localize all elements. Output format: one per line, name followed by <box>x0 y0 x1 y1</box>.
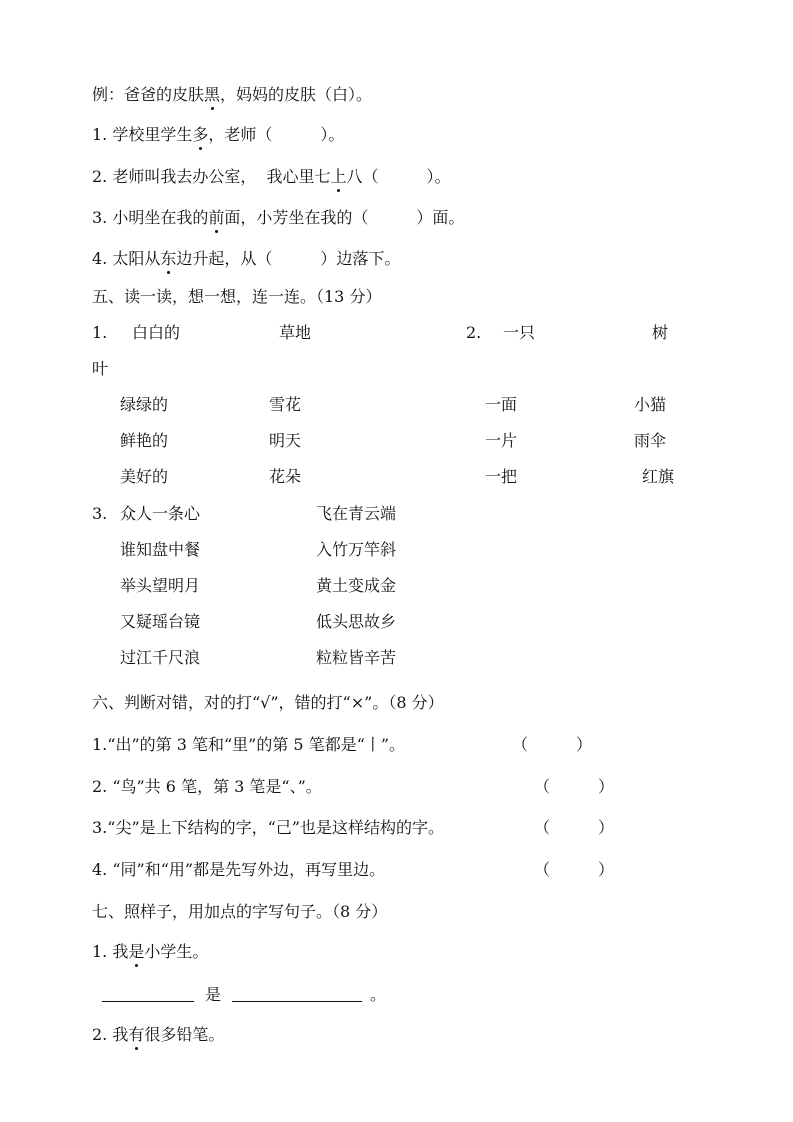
item-text-pre: 2. 老师叫我去办公室， 我心里七 <box>92 167 331 186</box>
q3-right-phrase: 黄土变成金 <box>316 576 397 595</box>
q2-number: 2. <box>466 323 482 342</box>
q2-left-word: 一片 <box>485 431 518 450</box>
item-dotted-char: 有 <box>128 1025 145 1044</box>
q3-left-phrase: 又疑瑶台镜 <box>120 612 201 631</box>
q2-left-word: 一只 <box>503 323 536 342</box>
q1-left-word: 绿绿的 <box>120 395 169 414</box>
section4-item-3 <box>92 207 464 229</box>
section6-item-text: 4. “同”和“用”都是先写外边，再写里边。 <box>92 860 386 879</box>
q3-right-phrase: 飞在青云端 <box>316 504 397 523</box>
fill-end-punct: 。 <box>370 985 387 1004</box>
q1-right-word: 明天 <box>269 431 302 450</box>
q2-right-word: 小猫 <box>634 395 667 414</box>
section5-title: 五、读一读，想一想，连一连。（13 分） <box>92 287 382 306</box>
item-text-post: 小学生。 <box>144 942 209 961</box>
section7-item-2 <box>92 1024 224 1046</box>
q2-left-word: 一面 <box>485 395 518 414</box>
section4-item-2 <box>92 166 451 188</box>
answer-parentheses[interactable]: （ ） <box>534 818 615 837</box>
item-text-post: 面，小芳坐在我的（ ）面。 <box>224 208 465 227</box>
fill-middle-word: 是 <box>205 985 222 1004</box>
item-text-pre: 3. 小明坐在我的 <box>92 208 209 227</box>
section6-item-text: 1.“出”的第 3 笔和“里”的第 5 笔都是“丨”。 <box>92 735 406 754</box>
q3-left-phrase: 举头望明月 <box>120 576 201 595</box>
item-text-post: ，老师（ ）。 <box>208 125 345 144</box>
q3-right-phrase: 粒粒皆辛苦 <box>316 648 397 667</box>
section6-item-text: 2. “鸟”共 6 笔，第 3 笔是“、”。 <box>92 777 322 796</box>
q2-right-word-part-b: 叶 <box>92 359 109 378</box>
section4-item-4 <box>92 248 400 270</box>
q3-right-phrase: 入竹万竿斜 <box>316 540 397 559</box>
q1-number: 1. <box>92 323 108 342</box>
item-text-post: 八（ ）。 <box>346 167 451 186</box>
answer-parentheses[interactable]: （ ） <box>534 777 615 796</box>
item-dotted-char: 前 <box>208 208 225 227</box>
q1-left-word: 白白的 <box>132 323 181 342</box>
q1-right-word: 雪花 <box>269 395 302 414</box>
item-dotted-char: 是 <box>128 942 145 961</box>
answer-blank-line[interactable] <box>102 1001 194 1002</box>
section6-item-text: 3.“尖”是上下结构的字，“己”也是这样结构的字。 <box>92 818 444 837</box>
q1-right-word: 草地 <box>279 323 312 342</box>
item-text-post: 很多铅笔。 <box>144 1025 225 1044</box>
q3-left-phrase: 众人一条心 <box>120 504 201 523</box>
q3-left-phrase: 过江千尺浪 <box>120 648 201 667</box>
q1-right-word: 花朵 <box>269 467 302 486</box>
q2-right-word: 红旗 <box>642 467 675 486</box>
example-line <box>92 84 372 106</box>
item-text-pre: 1. 我 <box>92 942 129 961</box>
q3-left-phrase: 谁知盘中餐 <box>120 540 201 559</box>
section7-item-1 <box>92 941 208 963</box>
example-text-post: ，妈妈的皮肤（白）。 <box>220 85 373 104</box>
example-dotted-char: 黑 <box>204 85 221 104</box>
q1-left-word: 美好的 <box>120 467 169 486</box>
section7-title: 七、照样子，用加点的字写句子。（8 分） <box>92 902 388 921</box>
item-text-post: 边升起，从（ ）边落下。 <box>176 249 401 268</box>
item-dotted-char: 多 <box>192 125 209 144</box>
item-text-pre: 4. 太阳从 <box>92 249 161 268</box>
answer-parentheses[interactable]: （ ） <box>512 735 593 754</box>
section4-item-1 <box>92 124 344 146</box>
q1-left-word: 鲜艳的 <box>120 431 169 450</box>
q3-right-phrase: 低头思故乡 <box>316 612 397 631</box>
section6-title: 六、判断对错，对的打“√”，错的打“×”。（8 分） <box>92 693 444 712</box>
item-text-pre: 1. 学校里学生 <box>92 125 193 144</box>
example-text-pre: 例：爸爸的皮肤 <box>92 85 205 104</box>
item-text-pre: 2. 我 <box>92 1025 129 1044</box>
item-dotted-char: 东 <box>160 249 177 268</box>
q3-number: 3. <box>92 504 108 523</box>
q2-left-word: 一把 <box>485 467 518 486</box>
answer-parentheses[interactable]: （ ） <box>534 860 615 879</box>
q2-right-word-part-a: 树 <box>652 323 669 342</box>
answer-blank-line[interactable] <box>232 1001 362 1002</box>
q2-right-word: 雨伞 <box>634 431 667 450</box>
item-dotted-char: 上 <box>330 167 347 186</box>
